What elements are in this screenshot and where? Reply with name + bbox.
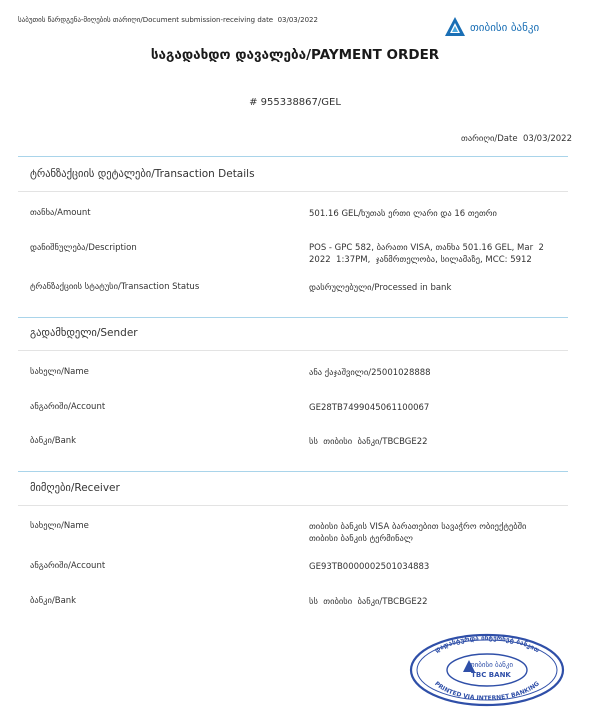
divider-thin — [18, 350, 568, 351]
stamp-seal-icon — [407, 632, 567, 708]
receiver-account-value: GE93TB0000002501034883 — [309, 562, 430, 572]
description-line-1: POS - GPC 582, ბარათი VISA, თანხა 501.16 GEL, Mar 2 — [309, 243, 544, 253]
receiver-name-label: სახელი/Name — [30, 521, 89, 531]
sender-bank-value: სს თიბისი ბანკი/TBCBGE22 — [309, 437, 428, 447]
divider — [18, 471, 568, 472]
divider — [18, 317, 568, 318]
date-label: თარიღი/Date — [461, 134, 518, 144]
sender-name-label: სახელი/Name — [30, 367, 89, 377]
sender-bank-label: ბანკი/Bank — [30, 436, 77, 446]
sender-section-title: გადამხდელი/Sender — [30, 327, 138, 339]
logo-text: თიბისი ბანკი — [470, 20, 540, 34]
transaction-section-title: ტრანზაქციის დეტალები/Transaction Details — [30, 168, 255, 180]
receiver-account-label: ანგარიში/Account — [30, 561, 106, 571]
sender-name-value: ანა ქაჯაშვილი/25001028888 — [309, 368, 431, 378]
amount-value: 501.16 GEL/ხუთას ერთი ლარი და 16 თეთრი — [309, 209, 497, 219]
tbc-logo — [444, 12, 539, 42]
bank-stamp — [407, 632, 567, 712]
svg-text:PRINTED VIA INTERNET BANKING — [433, 680, 541, 702]
submission-date: 03/03/2022 — [277, 16, 318, 24]
divider-thin — [18, 191, 568, 192]
receiver-section-title: მიმღები/Receiver — [30, 482, 120, 494]
tbc-logo-icon — [444, 16, 466, 38]
sender-account-label: ანგარიში/Account — [30, 402, 106, 412]
stamp-bank-eng: TBC BANK — [471, 671, 511, 679]
description-value — [309, 242, 574, 266]
submission-label: საბუთის წარდგენა-მიღების თარიღი/Document submission-receiving date — [18, 16, 274, 24]
document-date — [461, 134, 572, 144]
receiver-bank-value: სს თიბისი ბანკი/TBCBGE22 — [309, 597, 428, 607]
status-value: დასრულებული/Processed in bank — [309, 283, 452, 293]
status-label: ტრანზაქციის სტატუსი/Transaction Status — [30, 282, 200, 292]
receiver-bank-label: ბანკი/Bank — [30, 596, 77, 606]
stamp-top-text: დადასტურდა ინტერნეტ ბანკით — [433, 633, 541, 655]
divider-thin — [18, 505, 568, 506]
receiver-name-value — [309, 521, 574, 545]
divider — [18, 156, 568, 157]
receiver-name-line-1: თიბისი ბანკის VISA ბარათებით სავაჭრო ობიექტებში — [309, 522, 527, 532]
description-label: დანიშნულება/Description — [30, 243, 137, 253]
page-title: საგადახდო დავალება/PAYMENT ORDER — [150, 47, 440, 63]
submission-date-line — [18, 16, 318, 24]
svg-text:დადასტურდა ინტერნეტ ბანკით — [433, 634, 541, 655]
description-line-2: 2022 1:37PM, ჯანმრთელობა, სილამაზე, MCC: 5912 — [309, 255, 532, 265]
sender-account-value: GE28TB7499045061100067 — [309, 403, 430, 413]
order-number: # 955338867/GEL — [249, 97, 341, 108]
stamp-bank-geo: თიბისი ბანკი — [468, 661, 514, 669]
amount-label: თანხა/Amount — [30, 208, 91, 218]
receiver-name-line-2: თიბისი ბანკის ტერმინალ — [309, 534, 413, 544]
stamp-bottom-text: PRINTED VIA INTERNET BANKING — [433, 680, 541, 703]
date-value: 03/03/2022 — [523, 134, 572, 144]
